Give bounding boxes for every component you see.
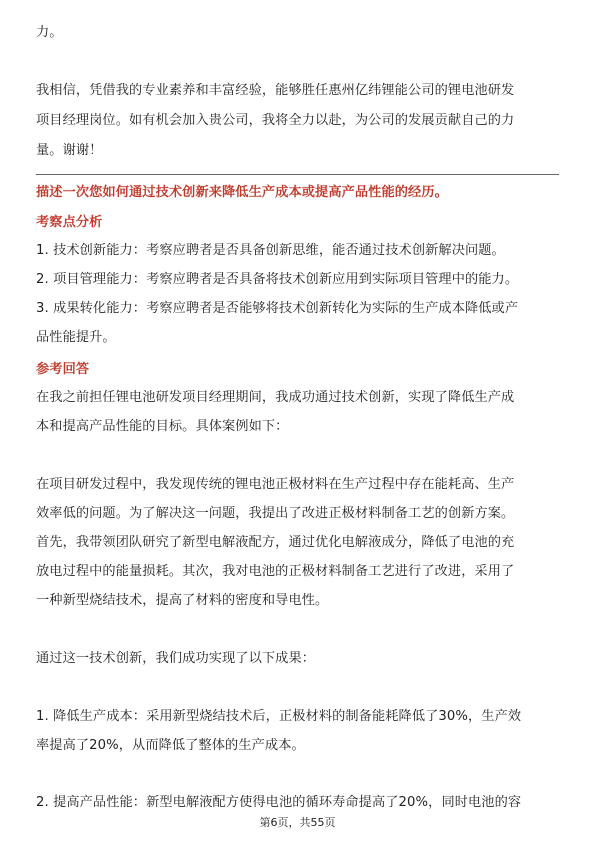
analysis-item: 2. 项目管理能力：考察应聘者是否具备将技术创新应用到实际项目管理中的能力。 [36,272,519,287]
result-item-line: 率提高了20%，从而降低了整体的生产成本。 [36,738,305,753]
answer-paragraph-line: 在项目研发过程中，我发现传统的锂电池正极材料在生产过程中存在能耗高、生产 [36,477,515,492]
analysis-heading: 考察点分析 [36,215,103,230]
analysis-item: 3. 成果转化能力：考察应聘者是否能够将技术创新转化为实际的生产成本降低或产 [36,301,519,316]
answer-paragraph-line: 通过这一技术创新，我们成功实现了以下成果： [36,651,316,666]
closing-line: 项目经理岗位。如有机会加入贵公司，我将全力以赴，为公司的发展贡献自己的力 [36,113,515,128]
page-number: 第6页，共55页 [259,816,336,829]
closing-line: 我相信，凭借我的专业素养和丰富经验，能够胜任惠州亿纬锂能公司的锂电池研发 [36,83,515,98]
result-item-line: 2. 提高产品性能：新型电解液配方使得电池的循环寿命提高了20%，同时电池的容 [36,795,522,810]
analysis-item: 品性能提升。 [36,330,116,345]
result-item-line: 1. 降低生产成本：采用新型烧结技术后，正极材料的制备能耗降低了30%，生产效 [36,709,522,724]
answer-paragraph-line: 放电过程中的能量损耗。其次，我对电池的正极材料制备工艺进行了改进，采用了 [36,564,515,579]
answer-paragraph-line: 在我之前担任锂电池研发项目经理期间，我成功通过技术创新，实现了降低生产成 [36,390,515,405]
analysis-item: 1. 技术创新能力：考察应聘者是否具备创新思维，能否通过技术创新解决问题。 [36,243,505,258]
prev-answer-tail: 力。 [36,25,63,40]
question-title: 描述一次您如何通过技术创新来降低生产成本或提高产品性能的经历。 [36,185,448,200]
answer-paragraph-line: 效率低的问题。为了解决这一问题，我提出了改进正极材料制备工艺的创新方案。 [36,506,515,521]
answer-heading: 参考回答 [36,362,90,377]
answer-paragraph-line: 首先，我带领团队研究了新型电解液配方，通过优化电解液成分，降低了电池的充 [36,535,515,550]
closing-line: 量。谢谢！ [36,143,103,158]
answer-paragraph-line: 本和提高产品性能的目标。具体案例如下： [36,419,289,434]
answer-paragraph-line: 一种新型烧结技术，提高了材料的密度和导电性。 [36,593,329,608]
section-divider [36,174,559,175]
